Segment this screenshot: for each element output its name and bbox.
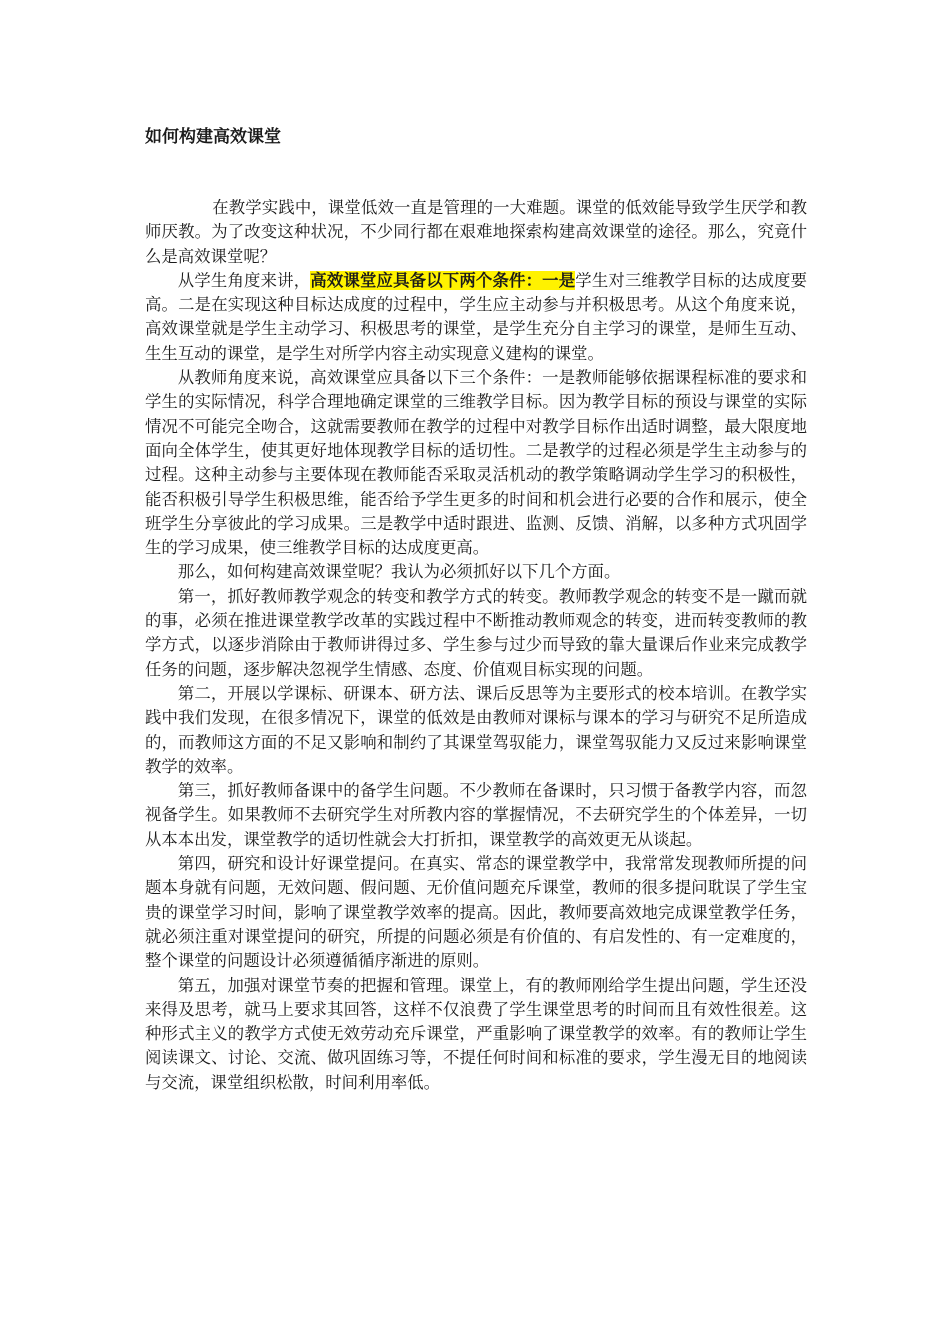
paragraph-point-3: 第三，抓好教师备课中的备学生问题。不少教师在备课时，只习惯于备教学内容，而忽视备学生。如果教师不去研究学生对所教内容的掌握情况，不去研究学生的个体差异，一切从本本出发，课堂教学的适切性就会大打折扣，课堂教学的高效更无从谈起。 xyxy=(145,781,807,849)
paragraph-point-2: 第二，开展以学课标、研课本、研方法、课后反思等为主要形式的校本培训。在教学实践中我们发现，在很多情况下，课堂的低效是由教师对课标与课本的学习与研究不足所造成的，而教师这方面的不足又影响和制约了其课堂驾驭能力，课堂驾驭能力又反过来影响课堂教学的效率。 xyxy=(145,683,807,776)
paragraph-point-1: 第一，抓好教师教学观念的转变和教学方式的转变。教师教学观念的转变不是一蹴而就的事，必须在推进课堂教学改革的实践过程中不断推动教师观念的转变，进而转变教师的教学方式，以逐步消除由于教师讲得过多、学生参与过少而导致的靠大量课后作业来完成教学任务的问题，逐步解决忽视学生情感、态度、价值观目标实现的问题。 xyxy=(145,586,807,679)
document-page xyxy=(145,124,807,1095)
document-title: 如何构建高效课堂 xyxy=(145,127,281,147)
paragraph-point-4: 第四，研究和设计好课堂提问。在真实、常态的课堂教学中，我常常发现教师所提的问题本身就有问题，无效问题、假问题、无价值问题充斥课堂，教师的很多提问耽误了学生宝贵的课堂学习时间，影响了课堂教学效率的提高。因此，教师要高效地完成课堂教学任务，就必须注重对课堂提问的研究，所提的问题必须是有价值的、有启发性的、有一定难度的，整个课堂的问题设计必须遵循循序渐进的原则。 xyxy=(145,854,807,971)
document-body xyxy=(145,196,807,1095)
paragraph-point-5: 第五，加强对课堂节奏的把握和管理。课堂上，有的教师刚给学生提出问题，学生还没来得及思考，就马上要求其回答，这样不仅浪费了学生课堂思考的时间而且有效性很差。这种形式主义的教学方式使无效劳动充斥课堂，严重影响了课堂教学的效率。有的教师让学生阅读课文、讨论、交流、做巩固练习等，不提任何时间和标准的要求，学生漫无目的地阅读与交流，课堂组织松散，时间利用率低。 xyxy=(145,975,807,1092)
highlighted-text: 高效课堂应具备以下两个条件：一是 xyxy=(310,270,576,290)
paragraph-rest-text: 学生对三维教学目标的达成度要高。二是在实现这种目标达成度的过程中，学生应主动参与并积极思考。从这个角度来说，高效课堂就是学生主动学习、积极思考的课堂，是学生充分自主学习的课堂，是师生互动、生生互动的课堂，是学生对所学内容主动实现意义建构的课堂。 xyxy=(145,270,807,363)
paragraph-lead-text: 从学生角度来讲， xyxy=(177,270,311,290)
paragraph-intro: 在教学实践中，课堂低效一直是管理的一大难题。课堂的低效能导致学生厌学和教师厌教。为了改变这种状况，不少同行都在艰难地探索构建高效课堂的途径。那么，究竟什么是高效课堂呢？ xyxy=(145,198,807,266)
paragraph-question: 那么，如何构建高效课堂呢？我认为必须抓好以下几个方面。 xyxy=(177,562,621,582)
paragraph-teacher-perspective: 从教师角度来说，高效课堂应具备以下三个条件：一是教师能够依据课程标准的要求和学生的实际情况，科学合理地确定课堂的三维教学目标。因为教学目标的预设与课堂的实际情况不可能完全吻合，这就需要教师在教学的过程中对教学目标作出适时调整，最大限度地面向全体学生，使其更好地体现教学目标的适切性。二是教学的过程必须是学生主动参与的过程。这种主动参与主要体现在教师能否采取灵活机动的教学策略调动学生学习的积极性，能否积极引导学生积极思维，能否给予学生更多的时间和机会进行必要的合作和展示，使全班学生分享彼此的学习成果。三是教学中适时跟进、监测、反馈、消解，以多种方式巩固学生的学习成果，使三维教学目标的达成度更高。 xyxy=(145,368,807,558)
paragraph-student-perspective xyxy=(145,269,807,366)
